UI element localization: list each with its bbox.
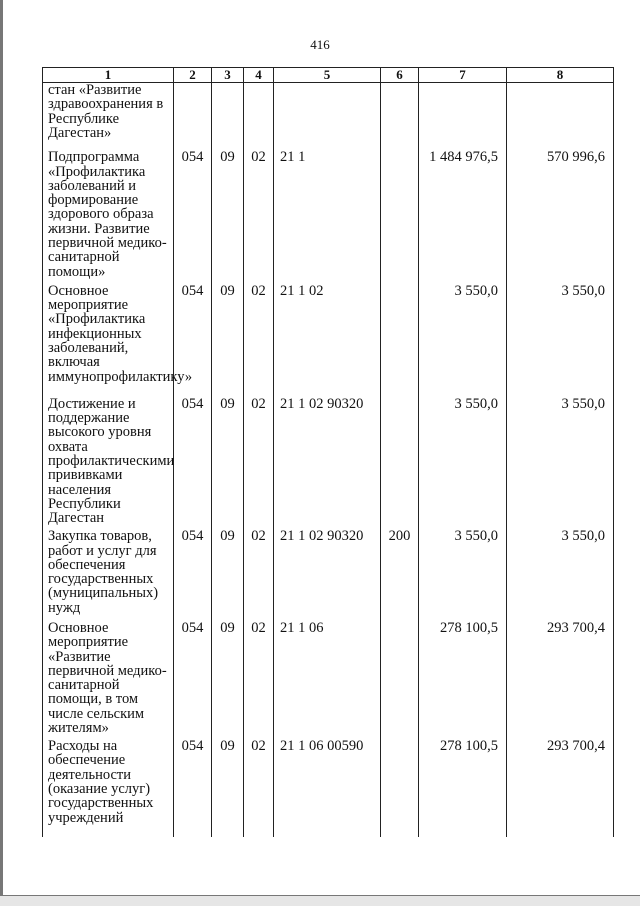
cell-amount-1: 3 550,0 — [419, 529, 507, 621]
budget-table — [42, 67, 614, 837]
cell-target: 21 1 02 — [274, 284, 381, 397]
cell-subsection: 02 — [244, 739, 274, 837]
column-header: 1 — [43, 68, 174, 83]
cell-amount-2: 570 996,6 — [507, 150, 614, 283]
cell-expense-type: 200 — [381, 529, 419, 621]
column-header: 8 — [507, 68, 614, 83]
cell-expense-type — [381, 397, 419, 529]
cell-section — [212, 83, 244, 151]
table-row — [43, 739, 614, 837]
row-name: стан «Развитие здравоохранения в Республике Дагестан» — [43, 83, 174, 151]
row-name: Закупка товаров, работ и услуг для обеспечения государственных (муниципальных) нужд — [43, 529, 174, 621]
cell-target: 21 1 06 — [274, 621, 381, 739]
cell-amount-2: 3 550,0 — [507, 529, 614, 621]
cell-target: 21 1 02 90320 — [274, 529, 381, 621]
column-header: 6 — [381, 68, 419, 83]
page-number: 416 — [310, 37, 330, 52]
cell-amount-2: 3 550,0 — [507, 284, 614, 397]
table-row — [43, 150, 614, 283]
scan-bottom-edge — [0, 895, 640, 906]
cell-amount-2: 3 550,0 — [507, 397, 614, 529]
cell-admin: 054 — [174, 529, 212, 621]
cell-subsection — [244, 83, 274, 151]
row-name: Основное мероприятие «Профилактика инфекционных заболеваний, включая иммунопрофилактику» — [43, 284, 174, 397]
cell-section: 09 — [212, 621, 244, 739]
cell-admin: 054 — [174, 397, 212, 529]
cell-admin: 054 — [174, 150, 212, 283]
scan-left-edge — [0, 0, 3, 905]
table-header-row — [43, 68, 614, 83]
row-name: Расходы на обеспечение деятельности (оказание услуг) государственных учреждений — [43, 739, 174, 837]
cell-subsection: 02 — [244, 150, 274, 283]
row-name: Достижение и поддержание высокого уровня охвата профилактическими прививками населения Республики Дагестан — [43, 397, 174, 529]
cell-admin — [174, 83, 212, 151]
cell-amount-1: 278 100,5 — [419, 739, 507, 837]
cell-subsection: 02 — [244, 397, 274, 529]
column-header: 7 — [419, 68, 507, 83]
table-row — [43, 284, 614, 397]
cell-target: 21 1 02 90320 — [274, 397, 381, 529]
cell-expense-type — [381, 621, 419, 739]
cell-target: 21 1 06 00590 — [274, 739, 381, 837]
cell-amount-1: 3 550,0 — [419, 397, 507, 529]
cell-admin: 054 — [174, 621, 212, 739]
cell-amount-2: 293 700,4 — [507, 621, 614, 739]
row-name: Основное мероприятие «Развитие первичной медико-санитарной помощи, в том числе сельским жителям» — [43, 621, 174, 739]
cell-amount-1 — [419, 83, 507, 151]
cell-section: 09 — [212, 529, 244, 621]
cell-target — [274, 83, 381, 151]
cell-amount-2 — [507, 83, 614, 151]
cell-subsection: 02 — [244, 284, 274, 397]
cell-subsection: 02 — [244, 621, 274, 739]
cell-amount-1: 3 550,0 — [419, 284, 507, 397]
cell-admin: 054 — [174, 739, 212, 837]
cell-amount-1: 278 100,5 — [419, 621, 507, 739]
cell-section: 09 — [212, 739, 244, 837]
cell-section: 09 — [212, 397, 244, 529]
cell-target: 21 1 — [274, 150, 381, 283]
cell-subsection: 02 — [244, 529, 274, 621]
column-header: 5 — [274, 68, 381, 83]
cell-expense-type — [381, 739, 419, 837]
cell-expense-type — [381, 83, 419, 151]
table-row — [43, 397, 614, 529]
cell-amount-2: 293 700,4 — [507, 739, 614, 837]
table-row — [43, 529, 614, 621]
row-name: Подпрограмма «Профилактика заболеваний и формирование здорового образа жизни. Развитие первичной медико-санитарной помощи» — [43, 150, 174, 283]
cell-amount-1: 1 484 976,5 — [419, 150, 507, 283]
cell-section: 09 — [212, 150, 244, 283]
cell-expense-type — [381, 150, 419, 283]
cell-expense-type — [381, 284, 419, 397]
column-header: 3 — [212, 68, 244, 83]
column-header: 4 — [244, 68, 274, 83]
cell-section: 09 — [212, 284, 244, 397]
cell-admin: 054 — [174, 284, 212, 397]
table-row — [43, 621, 614, 739]
column-header: 2 — [174, 68, 212, 83]
table-row — [43, 83, 614, 151]
